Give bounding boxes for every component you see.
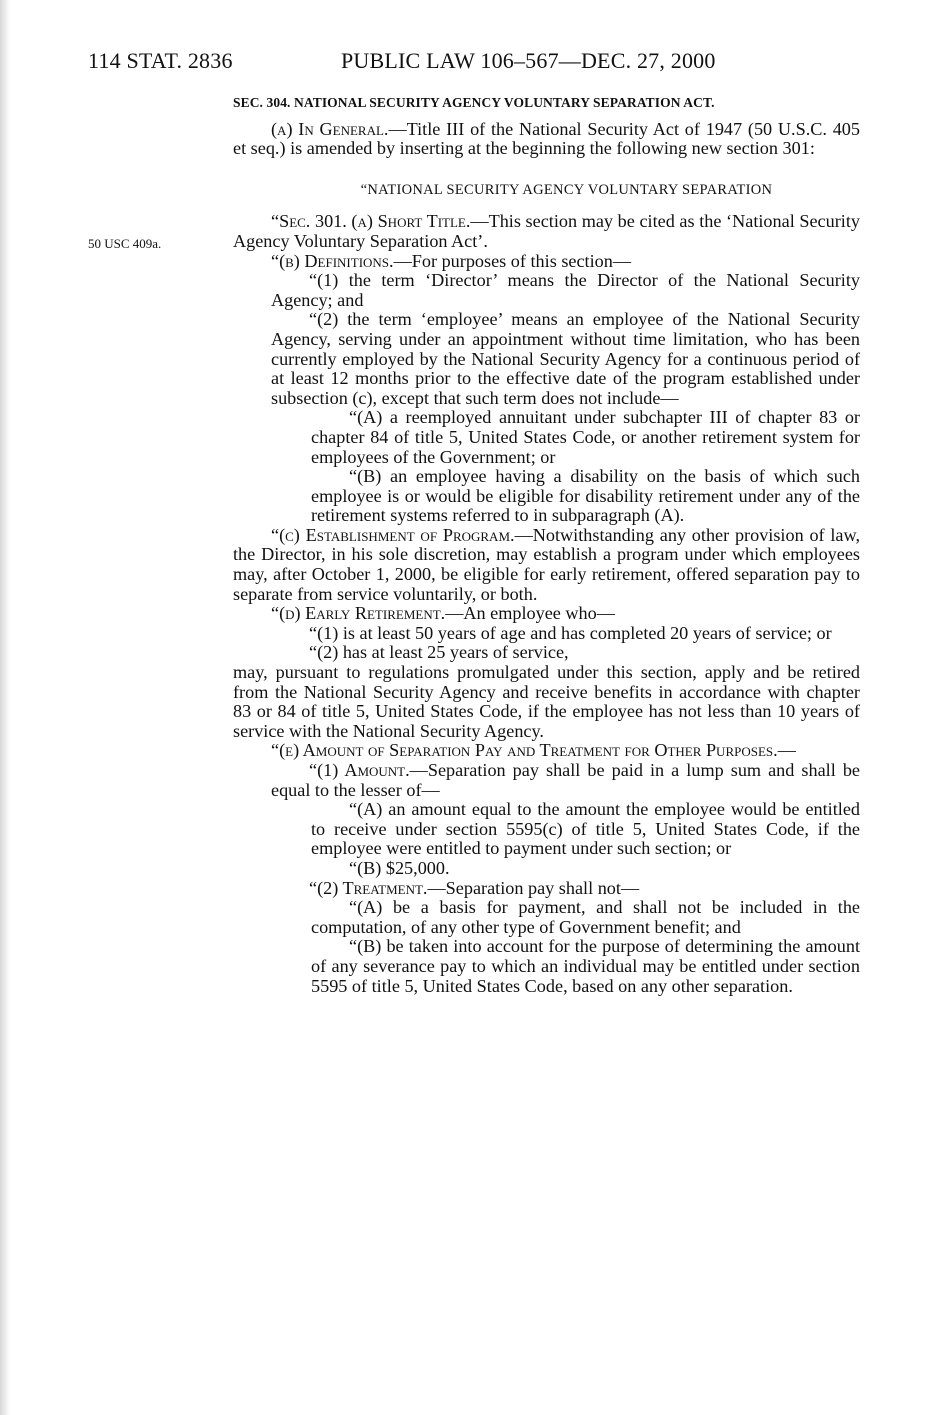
sec-301-a-label: “Sec. 301. (a) Short Title. (271, 211, 471, 232)
subparagraph-b2a: “(A) a reemployed annuitant under subchapter III of chapter 83 or chapter 84 of title 5, United States Code, or another retirement system for employees of the Government; or (311, 407, 860, 467)
subsection-d-label: “(d) Early Retirement. (271, 603, 446, 624)
subsection-c-label: “(c) Establishment of Program. (271, 524, 515, 545)
sec-301-a-text: —This section may be cited as the ‘National Security Agency Voluntary Separation Act’. (233, 211, 860, 251)
subsection-b-label: “(b) Definitions. (271, 250, 394, 271)
law-title: PUBLIC LAW 106–567—DEC. 27, 2000 (341, 48, 716, 73)
subsection-a (233, 120, 860, 159)
paragraph-e1 (233, 761, 860, 800)
subsection-e-label: “(e) Amount of Separation Pay and Treatment for Other Purposes. (271, 740, 778, 761)
paragraph-d1: “(1) is at least 50 years of age and has completed 20 years of service; or (309, 622, 832, 643)
subparagraph-b2b: “(B) an employee having a disability on the basis of which such employee is or would be eligible for disability retirement under any of the retirement systems referred to in subparagraph (A). (311, 466, 860, 526)
subsection-a-text: —Title III of the National Security Act of 1947 (50 U.S.C. 405 et seq.) is amended by inserting at the beginning the following new section 301: (233, 118, 860, 159)
paragraph-d2: “(2) has at least 25 years of service, (309, 642, 569, 663)
paragraph-b1: “(1) the term ‘Director’ means the Director of the National Security Agency; and (271, 270, 860, 310)
page-edge-shadow (0, 0, 10, 1415)
paragraph-e1-text: —Separation pay shall be paid in a lump sum and shall be equal to the lesser of— (271, 760, 860, 800)
subparagraph-e2a: “(A) be a basis for payment, and shall not be included in the computation, of any other type of Government benefit; and (311, 897, 860, 937)
paragraph-e2 (233, 879, 860, 899)
subsection-b (233, 252, 860, 272)
subparagraph-e1b: “(B) $25,000. (349, 857, 450, 878)
subsection-e (233, 741, 860, 761)
paragraph-b2: “(2) the term ‘employee’ means an employee of the National Security Agency, serving under an appointment without time limitation, who has been currently employed by the National Security Agency for a continuous period of at least 12 months prior to the effective date of the program established under subsection (c), except that such term does not include— (271, 309, 860, 408)
subsection-b-text: —For purposes of this section— (393, 250, 632, 271)
subparagraph-e1a: “(A) an amount equal to the amount the employee would be entitled to receive under section 5595(c) of title 5, United States Code, if the employee were entitled to payment under such section; or (311, 799, 860, 859)
document-body (233, 93, 860, 996)
section-heading: SEC. 304. NATIONAL SECURITY AGENCY VOLUNTARY SEPARATION ACT. (233, 95, 715, 110)
subsection-c-text: —Notwithstanding any other provision of law, the Director, in his sole discretion, may establish a program under which employees may, after October 1, 2000, be eligible for early retirement, offered separation pay to separate from service voluntarily, or both. (233, 524, 860, 604)
page-number: 114 STAT. 2836 (88, 48, 233, 73)
subsection-c (233, 526, 860, 604)
subsection-d-text: —An employee who— (445, 603, 615, 624)
margin-citation: 50 USC 409a. (88, 236, 162, 251)
sec-301-a (233, 212, 860, 251)
paragraph-e2-text: —Separation pay shall not— (427, 877, 640, 898)
subsection-d-continuation: may, pursuant to regulations promulgated under this section, apply and be retired from the National Security Agency and receive benefits in accordance with chapter 83 or 84 of title 5, United States Code, if the employee has not less than 10 years of service with the National Security Agency. (233, 662, 860, 741)
subparagraph-e2b: “(B) be taken into account for the purpose of determining the amount of any severance pay to which an individual may be entitled under section 5595 of title 5, United States Code, based on any other separation. (311, 936, 860, 996)
paragraph-e1-label: “(1) Amount. (309, 760, 410, 780)
subsection-e-text: — (777, 740, 796, 761)
subsection-d (233, 604, 860, 624)
inserted-section-heading: “NATIONAL SECURITY AGENCY VOLUNTARY SEPARATION (360, 181, 773, 198)
paragraph-e2-label: “(2) Treatment. (309, 877, 428, 898)
subsection-a-label: (a) In General. (271, 118, 389, 139)
